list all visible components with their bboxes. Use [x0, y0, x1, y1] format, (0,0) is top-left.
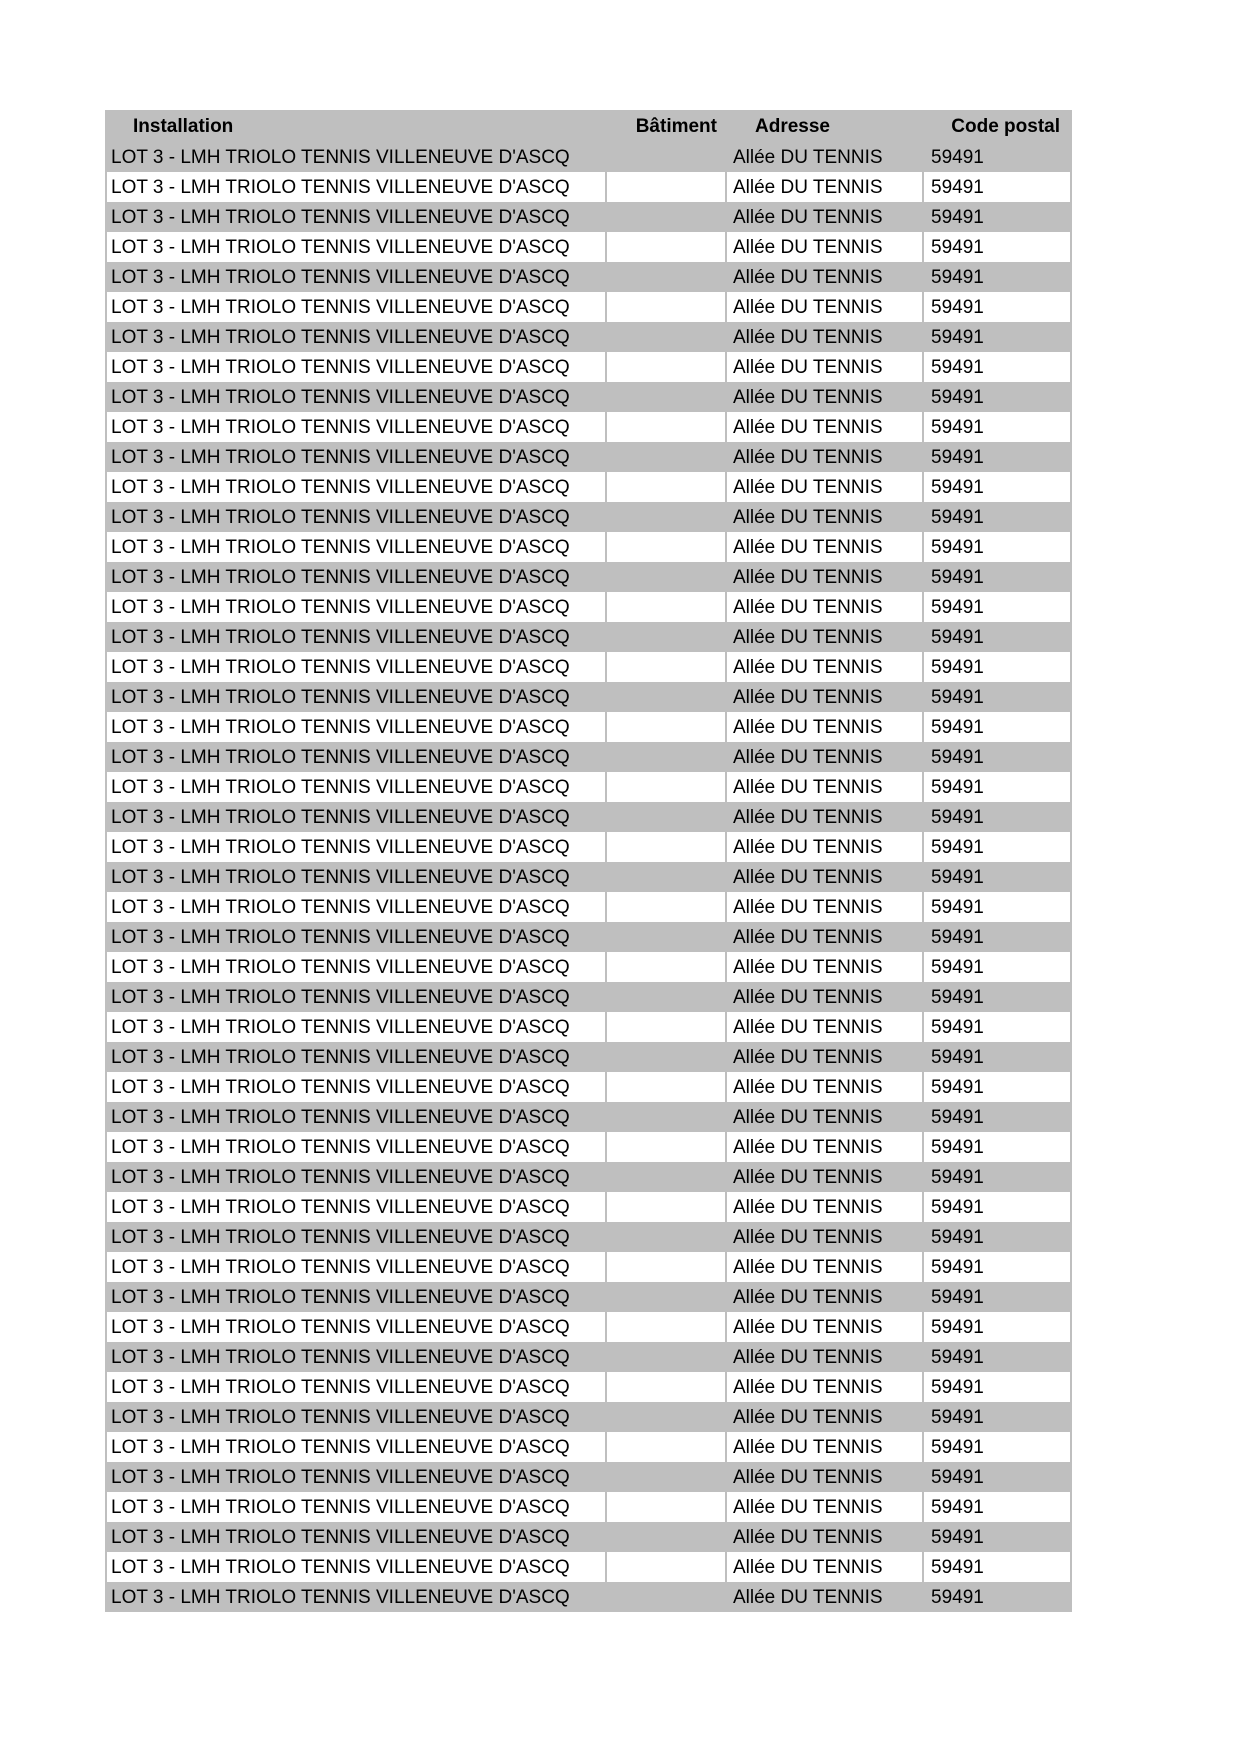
cell-adresse: Allée DU TENNIS: [727, 1492, 924, 1522]
cell-batiment: [607, 922, 727, 952]
table-row: [107, 442, 1072, 472]
cell-installation: LOT 3 - LMH TRIOLO TENNIS VILLENEUVE D'ASCQ: [107, 1072, 607, 1102]
table-row: [107, 1552, 1072, 1582]
cell-batiment: [607, 292, 727, 322]
table-row: [107, 1492, 1072, 1522]
cell-code-postal: 59491: [924, 622, 1072, 652]
cell-batiment: [607, 892, 727, 922]
cell-code-postal: 59491: [924, 1492, 1072, 1522]
cell-installation: LOT 3 - LMH TRIOLO TENNIS VILLENEUVE D'ASCQ: [107, 412, 607, 442]
cell-adresse: Allée DU TENNIS: [727, 202, 924, 232]
column-header-code-postal: Code postal: [924, 110, 1072, 142]
cell-batiment: [607, 832, 727, 862]
cell-adresse: Allée DU TENNIS: [727, 922, 924, 952]
cell-batiment: [607, 262, 727, 292]
table-row: [107, 1222, 1072, 1252]
table-row: [107, 742, 1072, 772]
cell-code-postal: 59491: [924, 1312, 1072, 1342]
cell-adresse: Allée DU TENNIS: [727, 892, 924, 922]
cell-installation: LOT 3 - LMH TRIOLO TENNIS VILLENEUVE D'ASCQ: [107, 1342, 607, 1372]
cell-batiment: [607, 1372, 727, 1402]
cell-adresse: Allée DU TENNIS: [727, 952, 924, 982]
cell-adresse: Allée DU TENNIS: [727, 1462, 924, 1492]
cell-adresse: Allée DU TENNIS: [727, 802, 924, 832]
cell-adresse: Allée DU TENNIS: [727, 622, 924, 652]
installations-table: [105, 110, 1072, 1612]
cell-installation: LOT 3 - LMH TRIOLO TENNIS VILLENEUVE D'ASCQ: [107, 832, 607, 862]
cell-installation: LOT 3 - LMH TRIOLO TENNIS VILLENEUVE D'ASCQ: [107, 1252, 607, 1282]
cell-batiment: [607, 142, 727, 172]
table-row: [107, 322, 1072, 352]
cell-adresse: Allée DU TENNIS: [727, 292, 924, 322]
cell-code-postal: 59491: [924, 1522, 1072, 1552]
table-row: [107, 1282, 1072, 1312]
cell-batiment: [607, 802, 727, 832]
cell-batiment: [607, 592, 727, 622]
cell-installation: LOT 3 - LMH TRIOLO TENNIS VILLENEUVE D'ASCQ: [107, 802, 607, 832]
table-row: [107, 772, 1072, 802]
cell-installation: LOT 3 - LMH TRIOLO TENNIS VILLENEUVE D'ASCQ: [107, 1102, 607, 1132]
cell-batiment: [607, 472, 727, 502]
table-row: [107, 1132, 1072, 1162]
cell-batiment: [607, 532, 727, 562]
cell-adresse: Allée DU TENNIS: [727, 1432, 924, 1462]
table-row: [107, 202, 1072, 232]
table-row: [107, 172, 1072, 202]
cell-code-postal: 59491: [924, 1072, 1072, 1102]
cell-installation: LOT 3 - LMH TRIOLO TENNIS VILLENEUVE D'ASCQ: [107, 592, 607, 622]
table-row: [107, 712, 1072, 742]
cell-adresse: Allée DU TENNIS: [727, 742, 924, 772]
cell-batiment: [607, 982, 727, 1012]
cell-batiment: [607, 1042, 727, 1072]
table-row: [107, 802, 1072, 832]
cell-batiment: [607, 1552, 727, 1582]
cell-installation: LOT 3 - LMH TRIOLO TENNIS VILLENEUVE D'ASCQ: [107, 1432, 607, 1462]
cell-installation: LOT 3 - LMH TRIOLO TENNIS VILLENEUVE D'ASCQ: [107, 1192, 607, 1222]
cell-code-postal: 59491: [924, 1462, 1072, 1492]
cell-code-postal: 59491: [924, 922, 1072, 952]
table-row: [107, 1042, 1072, 1072]
cell-installation: LOT 3 - LMH TRIOLO TENNIS VILLENEUVE D'ASCQ: [107, 1522, 607, 1552]
cell-code-postal: 59491: [924, 1372, 1072, 1402]
cell-code-postal: 59491: [924, 1432, 1072, 1462]
cell-installation: LOT 3 - LMH TRIOLO TENNIS VILLENEUVE D'ASCQ: [107, 622, 607, 652]
cell-batiment: [607, 1582, 727, 1612]
cell-adresse: Allée DU TENNIS: [727, 562, 924, 592]
cell-code-postal: 59491: [924, 1282, 1072, 1312]
cell-installation: LOT 3 - LMH TRIOLO TENNIS VILLENEUVE D'ASCQ: [107, 202, 607, 232]
cell-code-postal: 59491: [924, 352, 1072, 382]
table-row: [107, 1162, 1072, 1192]
cell-installation: LOT 3 - LMH TRIOLO TENNIS VILLENEUVE D'ASCQ: [107, 1582, 607, 1612]
cell-installation: LOT 3 - LMH TRIOLO TENNIS VILLENEUVE D'ASCQ: [107, 1462, 607, 1492]
cell-installation: LOT 3 - LMH TRIOLO TENNIS VILLENEUVE D'ASCQ: [107, 1012, 607, 1042]
table-body: [107, 142, 1072, 1612]
table-row: [107, 472, 1072, 502]
cell-adresse: Allée DU TENNIS: [727, 1162, 924, 1192]
cell-installation: LOT 3 - LMH TRIOLO TENNIS VILLENEUVE D'ASCQ: [107, 262, 607, 292]
cell-adresse: Allée DU TENNIS: [727, 1522, 924, 1552]
cell-adresse: Allée DU TENNIS: [727, 1372, 924, 1402]
cell-code-postal: 59491: [924, 262, 1072, 292]
cell-adresse: Allée DU TENNIS: [727, 322, 924, 352]
cell-code-postal: 59491: [924, 1162, 1072, 1192]
cell-code-postal: 59491: [924, 502, 1072, 532]
cell-code-postal: 59491: [924, 142, 1072, 172]
cell-installation: LOT 3 - LMH TRIOLO TENNIS VILLENEUVE D'ASCQ: [107, 1282, 607, 1312]
table-row: [107, 1102, 1072, 1132]
cell-code-postal: 59491: [924, 982, 1072, 1012]
cell-installation: LOT 3 - LMH TRIOLO TENNIS VILLENEUVE D'ASCQ: [107, 772, 607, 802]
cell-installation: LOT 3 - LMH TRIOLO TENNIS VILLENEUVE D'ASCQ: [107, 232, 607, 262]
cell-installation: LOT 3 - LMH TRIOLO TENNIS VILLENEUVE D'ASCQ: [107, 682, 607, 712]
cell-adresse: Allée DU TENNIS: [727, 1102, 924, 1132]
cell-code-postal: 59491: [924, 1012, 1072, 1042]
cell-batiment: [607, 1072, 727, 1102]
cell-adresse: Allée DU TENNIS: [727, 232, 924, 262]
cell-batiment: [607, 622, 727, 652]
cell-code-postal: 59491: [924, 1102, 1072, 1132]
cell-code-postal: 59491: [924, 1342, 1072, 1372]
cell-installation: LOT 3 - LMH TRIOLO TENNIS VILLENEUVE D'ASCQ: [107, 352, 607, 382]
cell-code-postal: 59491: [924, 292, 1072, 322]
cell-batiment: [607, 862, 727, 892]
cell-batiment: [607, 1312, 727, 1342]
cell-batiment: [607, 1282, 727, 1312]
table-row: [107, 292, 1072, 322]
table-row: [107, 862, 1072, 892]
cell-batiment: [607, 1252, 727, 1282]
cell-code-postal: 59491: [924, 772, 1072, 802]
cell-batiment: [607, 382, 727, 412]
cell-code-postal: 59491: [924, 202, 1072, 232]
cell-installation: LOT 3 - LMH TRIOLO TENNIS VILLENEUVE D'ASCQ: [107, 442, 607, 472]
cell-batiment: [607, 322, 727, 352]
cell-adresse: Allée DU TENNIS: [727, 1192, 924, 1222]
cell-code-postal: 59491: [924, 382, 1072, 412]
cell-adresse: Allée DU TENNIS: [727, 1012, 924, 1042]
cell-code-postal: 59491: [924, 1132, 1072, 1162]
table-header-row: [107, 110, 1072, 142]
table-row: [107, 562, 1072, 592]
cell-code-postal: 59491: [924, 652, 1072, 682]
table-row: [107, 1582, 1072, 1612]
cell-batiment: [607, 442, 727, 472]
table-row: [107, 1432, 1072, 1462]
table-row: [107, 922, 1072, 952]
table-row: [107, 232, 1072, 262]
cell-batiment: [607, 1192, 727, 1222]
cell-adresse: Allée DU TENNIS: [727, 1282, 924, 1312]
table-row: [107, 1342, 1072, 1372]
cell-installation: LOT 3 - LMH TRIOLO TENNIS VILLENEUVE D'ASCQ: [107, 502, 607, 532]
cell-adresse: Allée DU TENNIS: [727, 862, 924, 892]
cell-batiment: [607, 232, 727, 262]
cell-code-postal: 59491: [924, 832, 1072, 862]
cell-adresse: Allée DU TENNIS: [727, 592, 924, 622]
cell-installation: LOT 3 - LMH TRIOLO TENNIS VILLENEUVE D'ASCQ: [107, 712, 607, 742]
cell-installation: LOT 3 - LMH TRIOLO TENNIS VILLENEUVE D'ASCQ: [107, 982, 607, 1012]
table-row: [107, 832, 1072, 862]
column-header-installation: Installation: [107, 110, 607, 142]
cell-batiment: [607, 712, 727, 742]
cell-code-postal: 59491: [924, 1192, 1072, 1222]
table-row: [107, 1522, 1072, 1552]
cell-code-postal: 59491: [924, 322, 1072, 352]
table-row: [107, 982, 1072, 1012]
cell-batiment: [607, 1432, 727, 1462]
cell-installation: LOT 3 - LMH TRIOLO TENNIS VILLENEUVE D'ASCQ: [107, 1372, 607, 1402]
cell-installation: LOT 3 - LMH TRIOLO TENNIS VILLENEUVE D'ASCQ: [107, 952, 607, 982]
cell-adresse: Allée DU TENNIS: [727, 982, 924, 1012]
cell-code-postal: 59491: [924, 892, 1072, 922]
table-row: [107, 1462, 1072, 1492]
table-row: [107, 532, 1072, 562]
cell-adresse: Allée DU TENNIS: [727, 1582, 924, 1612]
cell-batiment: [607, 1222, 727, 1252]
table-row: [107, 892, 1072, 922]
cell-installation: LOT 3 - LMH TRIOLO TENNIS VILLENEUVE D'ASCQ: [107, 922, 607, 952]
cell-code-postal: 59491: [924, 802, 1072, 832]
cell-installation: LOT 3 - LMH TRIOLO TENNIS VILLENEUVE D'ASCQ: [107, 532, 607, 562]
cell-adresse: Allée DU TENNIS: [727, 472, 924, 502]
cell-batiment: [607, 1162, 727, 1192]
cell-batiment: [607, 1522, 727, 1552]
cell-code-postal: 59491: [924, 952, 1072, 982]
cell-code-postal: 59491: [924, 712, 1072, 742]
cell-adresse: Allée DU TENNIS: [727, 1042, 924, 1072]
cell-installation: LOT 3 - LMH TRIOLO TENNIS VILLENEUVE D'ASCQ: [107, 1552, 607, 1582]
cell-installation: LOT 3 - LMH TRIOLO TENNIS VILLENEUVE D'ASCQ: [107, 292, 607, 322]
cell-code-postal: 59491: [924, 1042, 1072, 1072]
cell-installation: LOT 3 - LMH TRIOLO TENNIS VILLENEUVE D'ASCQ: [107, 1492, 607, 1522]
cell-adresse: Allée DU TENNIS: [727, 1252, 924, 1282]
cell-adresse: Allée DU TENNIS: [727, 1132, 924, 1162]
cell-adresse: Allée DU TENNIS: [727, 442, 924, 472]
cell-batiment: [607, 502, 727, 532]
cell-code-postal: 59491: [924, 562, 1072, 592]
cell-installation: LOT 3 - LMH TRIOLO TENNIS VILLENEUVE D'ASCQ: [107, 472, 607, 502]
cell-adresse: Allée DU TENNIS: [727, 172, 924, 202]
table-row: [107, 652, 1072, 682]
cell-code-postal: 59491: [924, 412, 1072, 442]
table-row: [107, 1312, 1072, 1342]
cell-adresse: Allée DU TENNIS: [727, 502, 924, 532]
cell-code-postal: 59491: [924, 862, 1072, 892]
cell-batiment: [607, 1132, 727, 1162]
table-row: [107, 592, 1072, 622]
cell-batiment: [607, 562, 727, 592]
cell-adresse: Allée DU TENNIS: [727, 352, 924, 382]
cell-installation: LOT 3 - LMH TRIOLO TENNIS VILLENEUVE D'ASCQ: [107, 1162, 607, 1192]
cell-adresse: Allée DU TENNIS: [727, 652, 924, 682]
cell-installation: LOT 3 - LMH TRIOLO TENNIS VILLENEUVE D'ASCQ: [107, 142, 607, 172]
table-row: [107, 352, 1072, 382]
cell-installation: LOT 3 - LMH TRIOLO TENNIS VILLENEUVE D'ASCQ: [107, 1042, 607, 1072]
cell-code-postal: 59491: [924, 682, 1072, 712]
table-row: [107, 622, 1072, 652]
cell-adresse: Allée DU TENNIS: [727, 772, 924, 802]
cell-adresse: Allée DU TENNIS: [727, 832, 924, 862]
cell-batiment: [607, 172, 727, 202]
table-row: [107, 1192, 1072, 1222]
cell-installation: LOT 3 - LMH TRIOLO TENNIS VILLENEUVE D'ASCQ: [107, 382, 607, 412]
cell-adresse: Allée DU TENNIS: [727, 382, 924, 412]
cell-batiment: [607, 1492, 727, 1522]
table-row: [107, 412, 1072, 442]
cell-batiment: [607, 1102, 727, 1132]
cell-batiment: [607, 742, 727, 772]
cell-installation: LOT 3 - LMH TRIOLO TENNIS VILLENEUVE D'ASCQ: [107, 1222, 607, 1252]
cell-adresse: Allée DU TENNIS: [727, 682, 924, 712]
cell-batiment: [607, 1402, 727, 1432]
cell-code-postal: 59491: [924, 1252, 1072, 1282]
cell-installation: LOT 3 - LMH TRIOLO TENNIS VILLENEUVE D'ASCQ: [107, 1312, 607, 1342]
column-header-adresse: Adresse: [727, 110, 924, 142]
cell-adresse: Allée DU TENNIS: [727, 1552, 924, 1582]
cell-code-postal: 59491: [924, 592, 1072, 622]
table-row: [107, 1402, 1072, 1432]
cell-batiment: [607, 202, 727, 232]
cell-installation: LOT 3 - LMH TRIOLO TENNIS VILLENEUVE D'ASCQ: [107, 1132, 607, 1162]
cell-adresse: Allée DU TENNIS: [727, 142, 924, 172]
cell-code-postal: 59491: [924, 1582, 1072, 1612]
cell-code-postal: 59491: [924, 1222, 1072, 1252]
cell-batiment: [607, 682, 727, 712]
cell-code-postal: 59491: [924, 442, 1072, 472]
table-row: [107, 1012, 1072, 1042]
cell-installation: LOT 3 - LMH TRIOLO TENNIS VILLENEUVE D'ASCQ: [107, 322, 607, 352]
cell-code-postal: 59491: [924, 472, 1072, 502]
cell-batiment: [607, 1342, 727, 1372]
cell-adresse: Allée DU TENNIS: [727, 1402, 924, 1432]
cell-installation: LOT 3 - LMH TRIOLO TENNIS VILLENEUVE D'ASCQ: [107, 862, 607, 892]
cell-batiment: [607, 1012, 727, 1042]
table-row: [107, 952, 1072, 982]
cell-code-postal: 59491: [924, 1402, 1072, 1432]
cell-code-postal: 59491: [924, 172, 1072, 202]
cell-adresse: Allée DU TENNIS: [727, 532, 924, 562]
cell-batiment: [607, 352, 727, 382]
table-row: [107, 682, 1072, 712]
table-row: [107, 1072, 1072, 1102]
table-row: [107, 1372, 1072, 1402]
cell-adresse: Allée DU TENNIS: [727, 712, 924, 742]
cell-adresse: Allée DU TENNIS: [727, 262, 924, 292]
cell-code-postal: 59491: [924, 232, 1072, 262]
cell-installation: LOT 3 - LMH TRIOLO TENNIS VILLENEUVE D'ASCQ: [107, 892, 607, 922]
cell-adresse: Allée DU TENNIS: [727, 1072, 924, 1102]
cell-installation: LOT 3 - LMH TRIOLO TENNIS VILLENEUVE D'ASCQ: [107, 562, 607, 592]
cell-adresse: Allée DU TENNIS: [727, 1342, 924, 1372]
cell-batiment: [607, 772, 727, 802]
cell-code-postal: 59491: [924, 742, 1072, 772]
cell-adresse: Allée DU TENNIS: [727, 412, 924, 442]
cell-installation: LOT 3 - LMH TRIOLO TENNIS VILLENEUVE D'ASCQ: [107, 172, 607, 202]
table-row: [107, 262, 1072, 292]
cell-installation: LOT 3 - LMH TRIOLO TENNIS VILLENEUVE D'ASCQ: [107, 1402, 607, 1432]
table-row: [107, 1252, 1072, 1282]
table-row: [107, 142, 1072, 172]
cell-batiment: [607, 652, 727, 682]
column-header-batiment: Bâtiment: [607, 110, 727, 142]
cell-adresse: Allée DU TENNIS: [727, 1312, 924, 1342]
cell-batiment: [607, 412, 727, 442]
cell-adresse: Allée DU TENNIS: [727, 1222, 924, 1252]
cell-batiment: [607, 952, 727, 982]
table-row: [107, 382, 1072, 412]
table-row: [107, 502, 1072, 532]
cell-batiment: [607, 1462, 727, 1492]
cell-installation: LOT 3 - LMH TRIOLO TENNIS VILLENEUVE D'ASCQ: [107, 652, 607, 682]
cell-code-postal: 59491: [924, 532, 1072, 562]
cell-code-postal: 59491: [924, 1552, 1072, 1582]
cell-installation: LOT 3 - LMH TRIOLO TENNIS VILLENEUVE D'ASCQ: [107, 742, 607, 772]
